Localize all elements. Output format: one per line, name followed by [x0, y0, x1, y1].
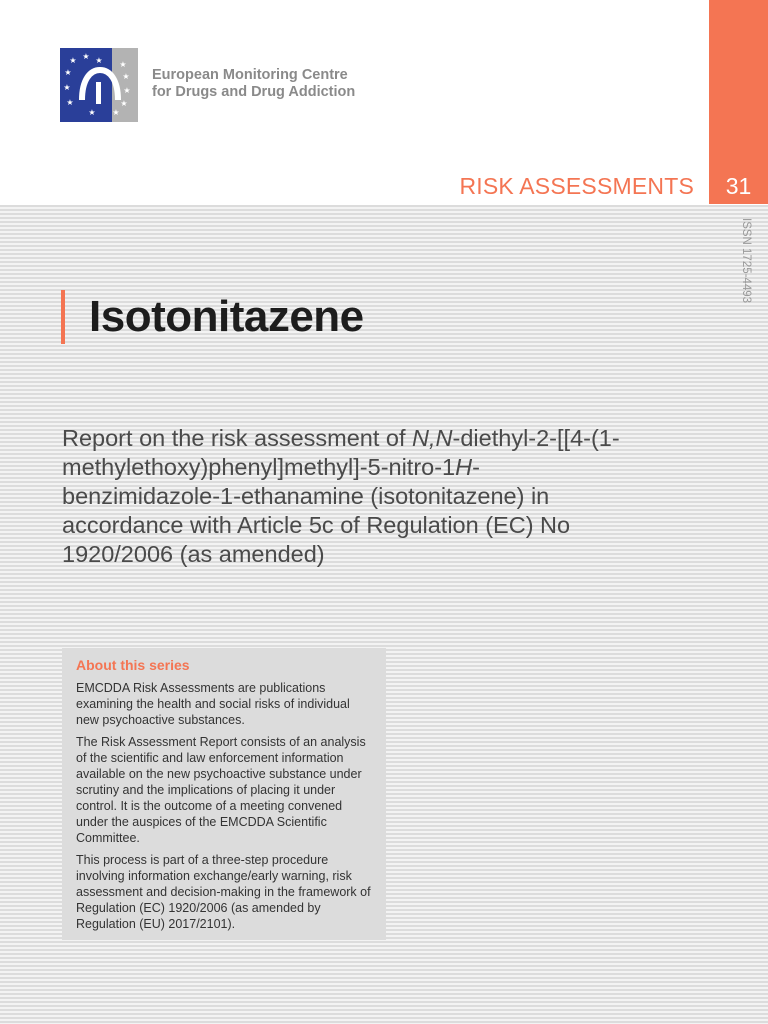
emcdda-logo	[60, 48, 138, 122]
svg-text:★: ★	[82, 52, 90, 61]
series-number: 31	[725, 173, 752, 199]
svg-text:★: ★	[66, 98, 74, 107]
svg-text:★: ★	[112, 108, 120, 117]
subtitle-italic1: N,N	[412, 425, 453, 451]
subtitle-part2: -diethyl-2-[[4-(1-methylethoxy)phenyl]methyl]-5-nitro-1	[62, 425, 620, 480]
org-name-line1: European Monitoring Centre	[152, 67, 348, 83]
svg-text:★: ★	[123, 86, 131, 95]
series-name: RISK ASSESSMENTS	[459, 173, 694, 199]
page-title: Isotonitazene	[89, 292, 364, 341]
svg-text:★: ★	[119, 60, 127, 69]
svg-text:★: ★	[120, 99, 128, 108]
org-name	[152, 67, 412, 101]
emcdda-logo-icon	[60, 48, 138, 122]
svg-text:★: ★	[122, 72, 130, 81]
org-name-line2: for Drugs and Drug Addiction	[152, 84, 356, 100]
svg-text:★: ★	[64, 68, 72, 77]
about-heading: About this series	[76, 657, 190, 673]
svg-text:★: ★	[69, 56, 77, 65]
subtitle-part1: Report on the risk assessment of	[62, 425, 413, 451]
svg-text:★: ★	[63, 83, 71, 92]
issn-number: ISSN 1725-4493	[740, 218, 752, 304]
title-accent-bar	[61, 290, 65, 344]
svg-text:★: ★	[95, 56, 103, 65]
report-subtitle	[62, 424, 622, 569]
svg-text:★: ★	[88, 108, 96, 117]
subtitle-part3: -benzimidazole-1-ethanamine (isotonitazene) in accordance with Article 5c of Regulation (EC) No 1920/2006 (as amended)	[62, 454, 571, 567]
about-paragraph: The Risk Assessment Report consists of an analysis of the scientific and law enforcement information available on the new psychoactive substance under scrutiny and the implications of placing it under control. It is the outcome of a meeting convened under the auspices of the EMCDDA Scientific Committee.	[76, 735, 366, 845]
about-series-box	[62, 648, 386, 940]
about-paragraph: EMCDDA Risk Assessments are publications examining the health and social risks of individual new psychoactive substances.	[76, 681, 350, 727]
subtitle-italic2: H	[455, 454, 473, 480]
about-paragraph: This process is part of a three-step procedure involving information exchange/early warning, risk assessment and decision-making in the framework of Regulation (EC) 1920/2006 (as amended by Regulation (EU) 2017/2101).	[76, 853, 371, 931]
